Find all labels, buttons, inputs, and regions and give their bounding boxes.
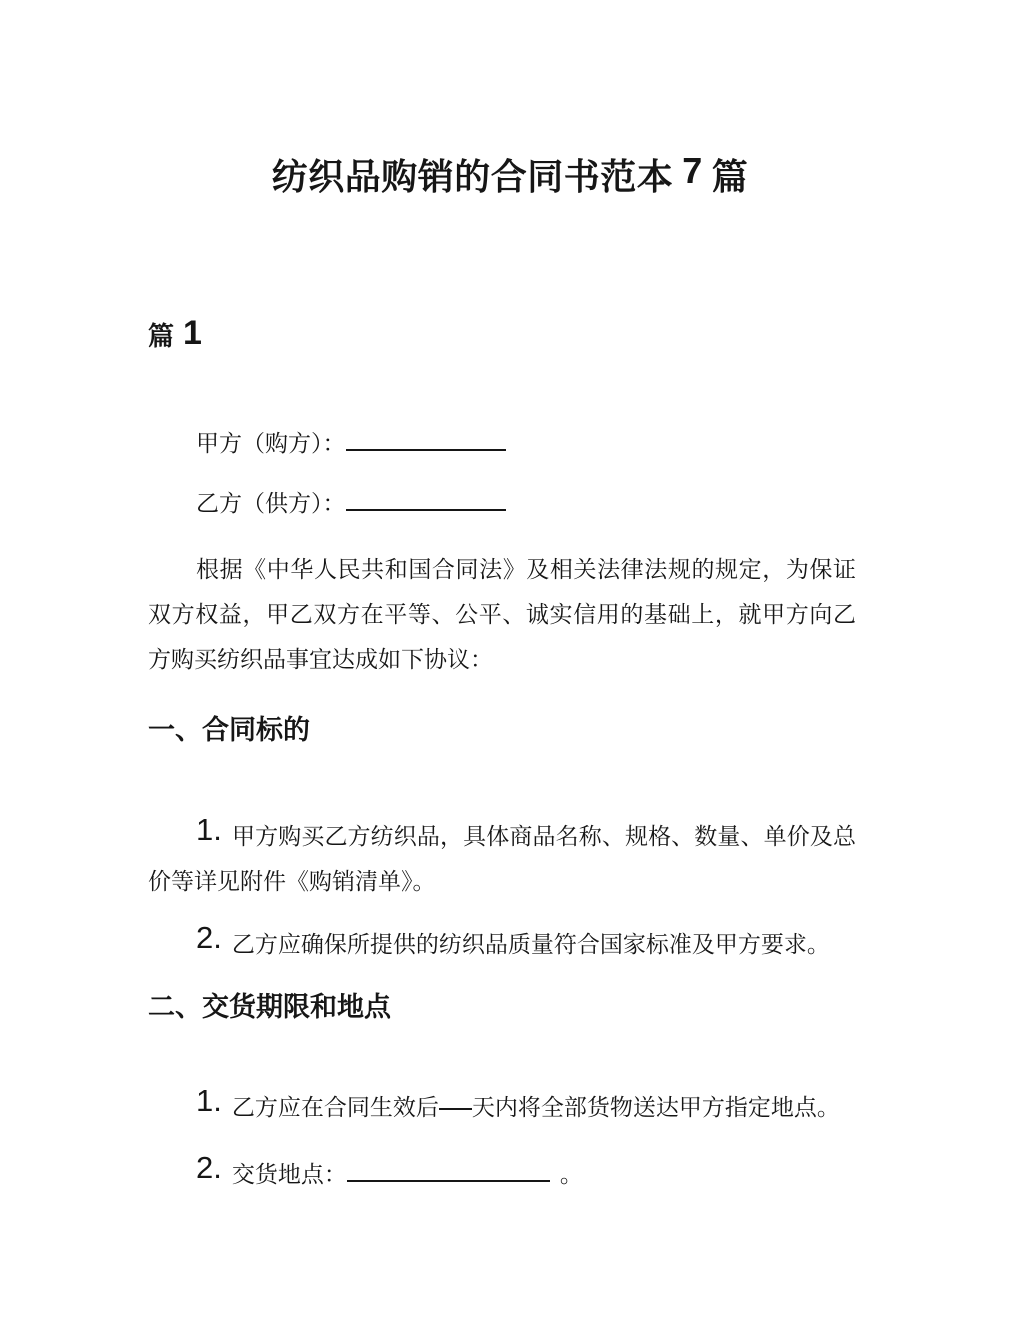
item-number: 2. (196, 920, 222, 955)
party-b-label: 乙方（供方）： (196, 490, 346, 516)
section-2-item-2 (148, 1149, 856, 1197)
item-number: 1. (196, 812, 222, 847)
party-b-fill-blank (346, 509, 506, 511)
party-a-line (148, 421, 856, 466)
item-number: 2. (196, 1150, 222, 1185)
document-title (0, 150, 1020, 198)
part-1-heading (148, 314, 202, 353)
item-end-punct: 。 (559, 1161, 583, 1187)
item-text-before-blank: 乙方应在合同生效后 (231, 1094, 439, 1120)
section-1-item-2 (148, 919, 856, 967)
item-text: 乙方应确保所提供的纺织品质量符合国家标准及甲方要求。 (231, 931, 830, 957)
days-fill-blank (439, 1108, 472, 1110)
item-number: 1. (196, 1083, 222, 1118)
party-a-fill-blank (346, 449, 506, 451)
document-title-unit: 篇 (711, 156, 749, 197)
section-2-item-1 (148, 1082, 856, 1130)
section-2-heading: 二、交货期限和地点 (148, 992, 391, 1022)
part-label: 篇 (148, 321, 175, 351)
item-text: 甲方购买乙方纺织品，具体商品名称、规格、数量、单价及总价等详见附件《购销清单》。 (148, 823, 856, 894)
intro-paragraph: 根据《中华人民共和国合同法》及相关法律法规的规定，为保证双方权益，甲乙双方在平等、公平、诚实信用的基础上，就甲方向乙方购买纺织品事宜达成如下协议： (148, 556, 856, 672)
section-1-item-1 (148, 811, 856, 904)
section-1-heading: 一、合同标的 (148, 715, 310, 745)
document-title-count: 7 (682, 150, 703, 191)
location-fill-blank (347, 1180, 550, 1182)
item-text-after-blank: 天内将全部货物送达甲方指定地点。 (471, 1094, 840, 1120)
item-label: 交货地点： (231, 1161, 347, 1187)
party-b-line (148, 481, 856, 526)
document-title-text: 纺织品购销的合同书范本 (271, 156, 674, 197)
part-number: 1 (183, 314, 202, 352)
party-a-label: 甲方（购方）： (196, 430, 346, 456)
